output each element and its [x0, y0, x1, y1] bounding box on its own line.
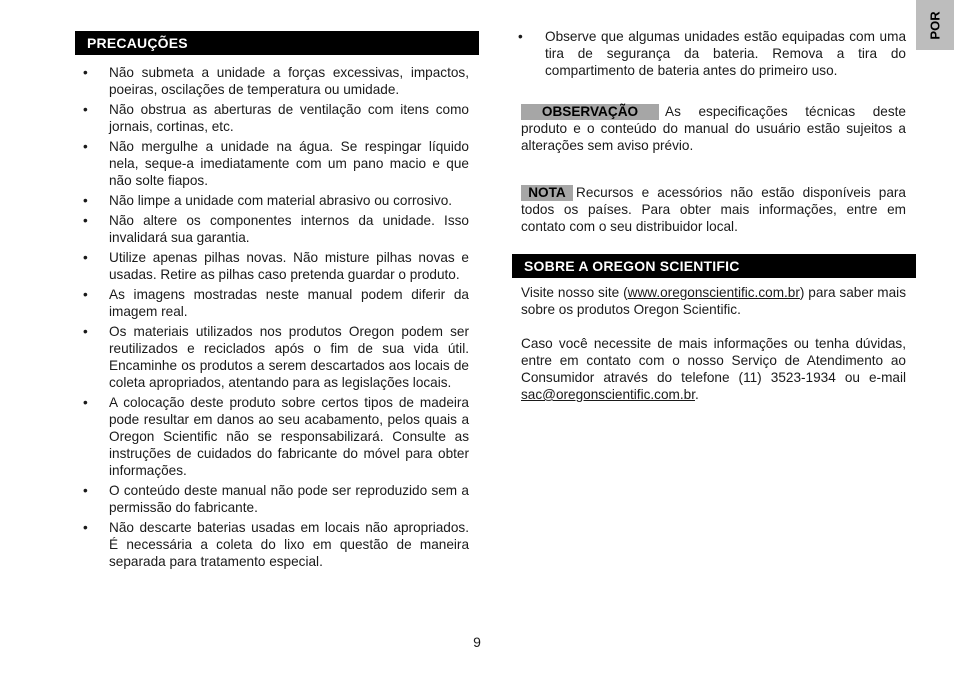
precautions-heading: PRECAUÇÕES [75, 31, 479, 55]
language-tab [916, 0, 954, 50]
bullet-icon: • [83, 520, 88, 535]
bullet-icon: • [83, 102, 88, 117]
list-item: • Utilize apenas pilhas novas. Não misture pilhas novas e usadas. Retire as pilhas caso pretenda guardar o produto. [83, 250, 469, 282]
bullet-icon: • [83, 65, 88, 80]
right-column [512, 28, 916, 403]
list-item: • Os materiais utilizados nos produtos Oregon podem ser reutilizados e reciclados após o fim de sua vida útil. Encaminhe os produtos a serem descartados aos locais de coleta apropriados, atentando para as legislações locais. [83, 324, 469, 390]
bullet-icon: • [83, 139, 88, 154]
bullet-icon: • [83, 250, 88, 265]
precautions-column [75, 31, 479, 573]
list-item: • Não obstrua as aberturas de ventilação com itens como jornais, cortinas, etc. [83, 102, 469, 134]
list-item: • Não descarte baterias usadas em locais não apropriados. É necessária a coleta do lixo em questão de maneira separada para tratamento especial. [83, 520, 469, 569]
bullet-icon: • [83, 395, 88, 410]
bullet-icon: • [518, 29, 523, 44]
observacao-text: As especificações técnicas deste produto e o conteúdo do manual do usuário estão sujeitos a alterações sem aviso prévio. [521, 104, 906, 153]
about-visit-paragraph: Visite nosso site (www.oregonscientific.com.br) para saber mais sobre os produtos Oregon Scientific. [521, 285, 906, 317]
list-item: • Não submeta a unidade a forças excessivas, impactos, poeiras, oscilações de temperatura ou umidade. [83, 65, 469, 97]
bullet-icon: • [83, 193, 88, 208]
observacao-paragraph [512, 103, 916, 154]
language-tab-label: POR [927, 10, 943, 40]
email-link[interactable]: sac@oregonscientific.com.br [521, 387, 695, 402]
list-item: • Não mergulhe a unidade na água. Se respingar líquido nela, seque-a imediatamente com um pano macio e que não solte fiapos. [83, 139, 469, 188]
page-number: 9 [473, 634, 481, 650]
website-link[interactable]: www.oregonscientific.com.br [627, 285, 800, 300]
observacao-label: OBSERVAÇÃO [521, 104, 659, 120]
list-item: • O conteúdo deste manual não pode ser reproduzido sem a permissão do fabricante. [83, 483, 469, 515]
battery-strip-list [512, 28, 916, 79]
bullet-icon: • [83, 287, 88, 302]
list-item: • As imagens mostradas neste manual podem diferir da imagem real. [83, 287, 469, 319]
nota-text: Recursos e acessórios não estão disponíveis para todos os países. Para obter mais informações, entre em contato com o seu distribuidor local. [521, 185, 906, 234]
bullet-icon: • [83, 483, 88, 498]
nota-paragraph [512, 184, 916, 235]
list-item: • A colocação deste produto sobre certos tipos de madeira pode resultar em danos ao seu acabamento, pelos quais a Oregon Scientific não se responsabilizará. Consulte as instruções de cuidados do fabricante do móvel para obter informações. [83, 395, 469, 478]
precautions-list [75, 64, 479, 570]
list-item: • Observe que algumas unidades estão equipadas com uma tira de segurança da bateria. Remova a tira do compartimento de bateria antes do primeiro uso. [518, 29, 906, 78]
about-contact-paragraph: Caso você necessite de mais informações ou tenha dúvidas, entre em contato com o nosso Serviço de Atendimento ao Consumidor através do telefone (11) 3523-1934 ou e-mail sac@oregonscientific.com.br. [521, 336, 906, 402]
list-item: • Não altere os componentes internos da unidade. Isso invalidará sua garantia. [83, 213, 469, 245]
list-item: • Não limpe a unidade com material abrasivo ou corrosivo. [83, 193, 453, 208]
bullet-icon: • [83, 213, 88, 228]
bullet-icon: • [83, 324, 88, 339]
nota-label: NOTA [521, 185, 573, 201]
about-heading: SOBRE A OREGON SCIENTIFIC [512, 254, 916, 278]
